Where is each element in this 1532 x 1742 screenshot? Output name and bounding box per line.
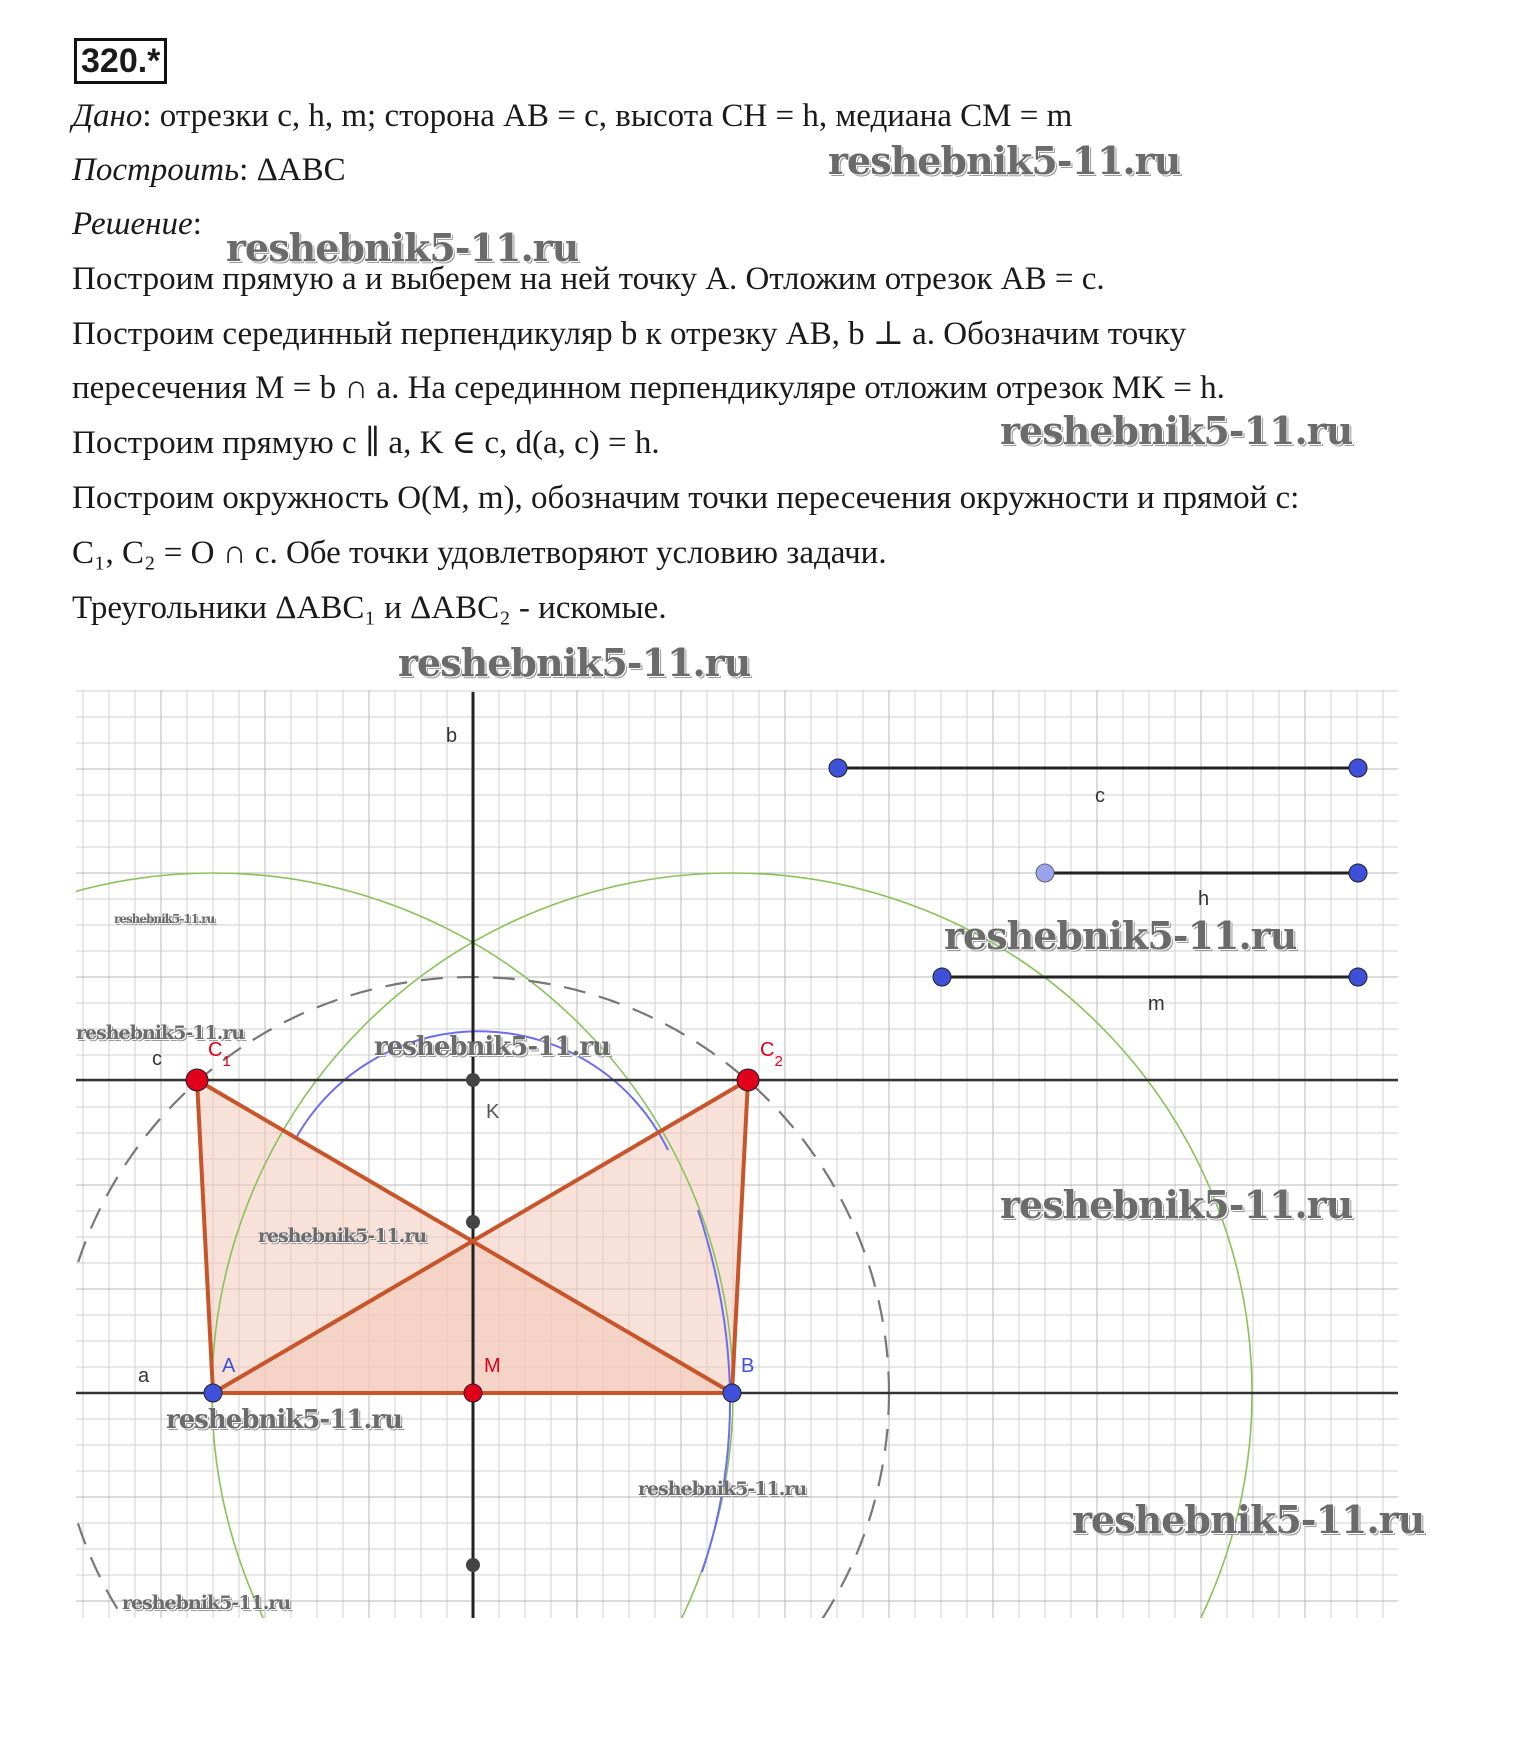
- watermark-8: reshebnik5-11.ru: [374, 1032, 611, 1062]
- point-h-start: [1036, 864, 1054, 882]
- solution-colon: :: [192, 206, 202, 242]
- watermark-4: reshebnik5-11.ru: [398, 640, 751, 685]
- label-segment-m: m: [1148, 993, 1165, 1015]
- step-1: Построим прямую a и выберем на ней точку A. Отложим отрезок AB = c.: [72, 261, 1105, 297]
- watermark-5: reshebnik5-11.ru: [944, 913, 1297, 958]
- label-b: b: [446, 725, 458, 747]
- step-5: Построим окружность O(M, m), обозначим точки пересечения окружности и прямой c:: [72, 480, 1300, 516]
- label-segment-h: h: [1198, 888, 1210, 910]
- point-m-start: [933, 968, 951, 986]
- label-c2-letter: C: [760, 1039, 775, 1061]
- point-c1: [186, 1069, 208, 1091]
- step-2: Построим серединный перпендикуляр b к отрезку AB, b ⊥ a. Обозначим точку: [72, 316, 1187, 352]
- label-k: K: [486, 1101, 500, 1123]
- step-4: Построим прямую c ∥ a, K ∈ c, d(a, c) = h.: [72, 425, 660, 461]
- construct-label: Построить: [72, 152, 240, 188]
- point-intersect-lower: [466, 1558, 480, 1572]
- watermark-1: reshebnik5-11.ru: [828, 138, 1181, 183]
- point-c-start: [829, 759, 847, 777]
- watermark-2: reshebnik5-11.ru: [226, 225, 579, 270]
- watermark-10: reshebnik5-11.ru: [258, 1225, 427, 1247]
- watermark-6: reshebnik5-11.ru: [114, 912, 215, 926]
- point-m: [464, 1384, 482, 1402]
- label-segment-c: c: [1095, 785, 1105, 807]
- label-c1-letter: C: [208, 1039, 223, 1061]
- watermark-7: reshebnik5-11.ru: [76, 1022, 245, 1044]
- point-k: [466, 1073, 480, 1087]
- point-c2: [737, 1069, 759, 1091]
- step-3: пересечения M = b ∩ a. На серединном перпендикуляре отложим отрезок MK = h.: [72, 370, 1225, 406]
- label-line-c: c: [152, 1048, 162, 1070]
- label-b-point: B: [741, 1355, 755, 1377]
- point-h-end: [1349, 864, 1367, 882]
- label-m: M: [484, 1355, 501, 1377]
- watermark-13: reshebnik5-11.ru: [1072, 1497, 1425, 1542]
- label-line-a: a: [138, 1365, 150, 1387]
- label-c2-sub: 2: [774, 1053, 783, 1070]
- point-a: [204, 1384, 222, 1402]
- watermark-9: reshebnik5-11.ru: [1000, 1182, 1353, 1227]
- watermark-12: reshebnik5-11.ru: [638, 1478, 807, 1500]
- solution-label: Решение: [72, 206, 193, 242]
- point-intersect-upper: [466, 1215, 480, 1229]
- watermark-11: reshebnik5-11.ru: [166, 1405, 403, 1435]
- label-c1-sub: 1: [222, 1053, 231, 1070]
- label-c2: [760, 1039, 783, 1070]
- watermark-14: reshebnik5-11.ru: [122, 1592, 291, 1614]
- problem-number: 320.*: [74, 38, 167, 84]
- given-text: : отрезки c, h, m; сторона AB = c, высота CH = h, медиана CM = m: [142, 98, 1073, 134]
- point-m-end: [1349, 968, 1367, 986]
- given-label: Дано: [72, 98, 143, 134]
- step-6: C₁, C₂ = O ∩ c. Обе точки удовлетворяют условию задачи.: [72, 535, 887, 571]
- point-c-end: [1349, 759, 1367, 777]
- construct-text: : ΔABC: [239, 152, 346, 188]
- point-b: [723, 1384, 741, 1402]
- watermark-3: reshebnik5-11.ru: [1000, 408, 1353, 453]
- label-a: A: [222, 1355, 236, 1377]
- step-7: Треугольники ΔABC₁ и ΔABC₂ - искомые.: [72, 590, 667, 626]
